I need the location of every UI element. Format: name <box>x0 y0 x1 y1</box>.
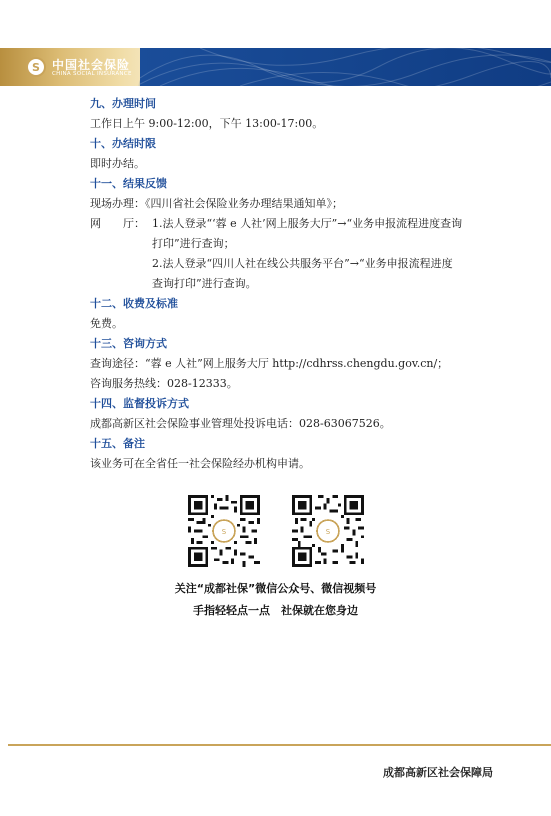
svg-text:S: S <box>325 528 331 537</box>
qr-code-icon <box>292 495 364 567</box>
section-11-title: 十一、结果反馈 <box>90 177 167 190</box>
section-15-title: 十五、备注 <box>90 437 145 450</box>
section-12-body: 免费。 <box>90 317 123 330</box>
logo-icon: S <box>26 57 46 77</box>
header-swirl-decoration <box>140 48 551 86</box>
logo-text-cn: 中国社会保险 <box>52 58 131 72</box>
footer-divider <box>8 744 551 746</box>
qr-code-icon <box>188 495 260 567</box>
section-11-web-label: 网 厅： <box>90 217 145 230</box>
section-14-body: 成都高新区社会保险事业管理处投诉电话：028-63067526。 <box>90 417 391 430</box>
section-13-line-2: 咨询服务热线：028-12333。 <box>90 377 238 390</box>
section-9-body: 工作日上午 9:00-12:00，下午 13:00-17:00。 <box>90 117 324 130</box>
section-12-title: 十二、收费及标准 <box>90 297 178 310</box>
document-body <box>90 94 510 474</box>
section-15-body: 该业务可在全省任一社会保险经办机构申请。 <box>90 457 310 470</box>
section-13-line-1: 查询途径：“蓉 e 人社”网上服务大厅 http://cdhrss.chengdu.gov.cn/； <box>90 357 449 370</box>
section-11-web-1b: 打印”进行查询； <box>152 237 235 250</box>
section-11-onsite: 现场办理：《四川省社会保险业务办理结果通知单》； <box>90 197 343 210</box>
qr-code-wechat-official[interactable] <box>188 495 260 567</box>
section-10-title: 十、办结时限 <box>90 137 156 150</box>
section-10-body: 即时办结。 <box>90 157 145 170</box>
footer-org-name: 成都高新区社会保障局 <box>383 766 493 779</box>
section-14-title: 十四、监督投诉方式 <box>90 397 189 410</box>
section-11-web-1a <box>90 214 510 234</box>
section-13-title: 十三、咨询方式 <box>90 337 167 350</box>
section-11-web-2a: 2.法人登录“四川人社在线公共服务平台”→“业务申报流程进度 <box>152 257 453 270</box>
qr-code-wechat-video[interactable] <box>292 495 364 567</box>
section-9-title: 九、办理时间 <box>90 97 156 110</box>
section-11-web-2b: 查询打印”进行查询。 <box>152 277 257 290</box>
follow-line-2: 手指轻轻点一点 社保就在您身边 <box>193 604 358 617</box>
follow-line-1: 关注“成都社保”微信公众号、微信视频号 <box>174 582 377 595</box>
logo-text-en: CHINA SOCIAL INSURANCE <box>52 71 132 77</box>
qr-code-row <box>188 495 388 567</box>
section-11-web-1a-text: 1.法人登录“‘蓉 e 人社’网上服务大厅”→“业务申报流程进度查询 <box>152 217 463 230</box>
svg-text:S: S <box>221 528 227 537</box>
header-banner <box>0 48 551 86</box>
